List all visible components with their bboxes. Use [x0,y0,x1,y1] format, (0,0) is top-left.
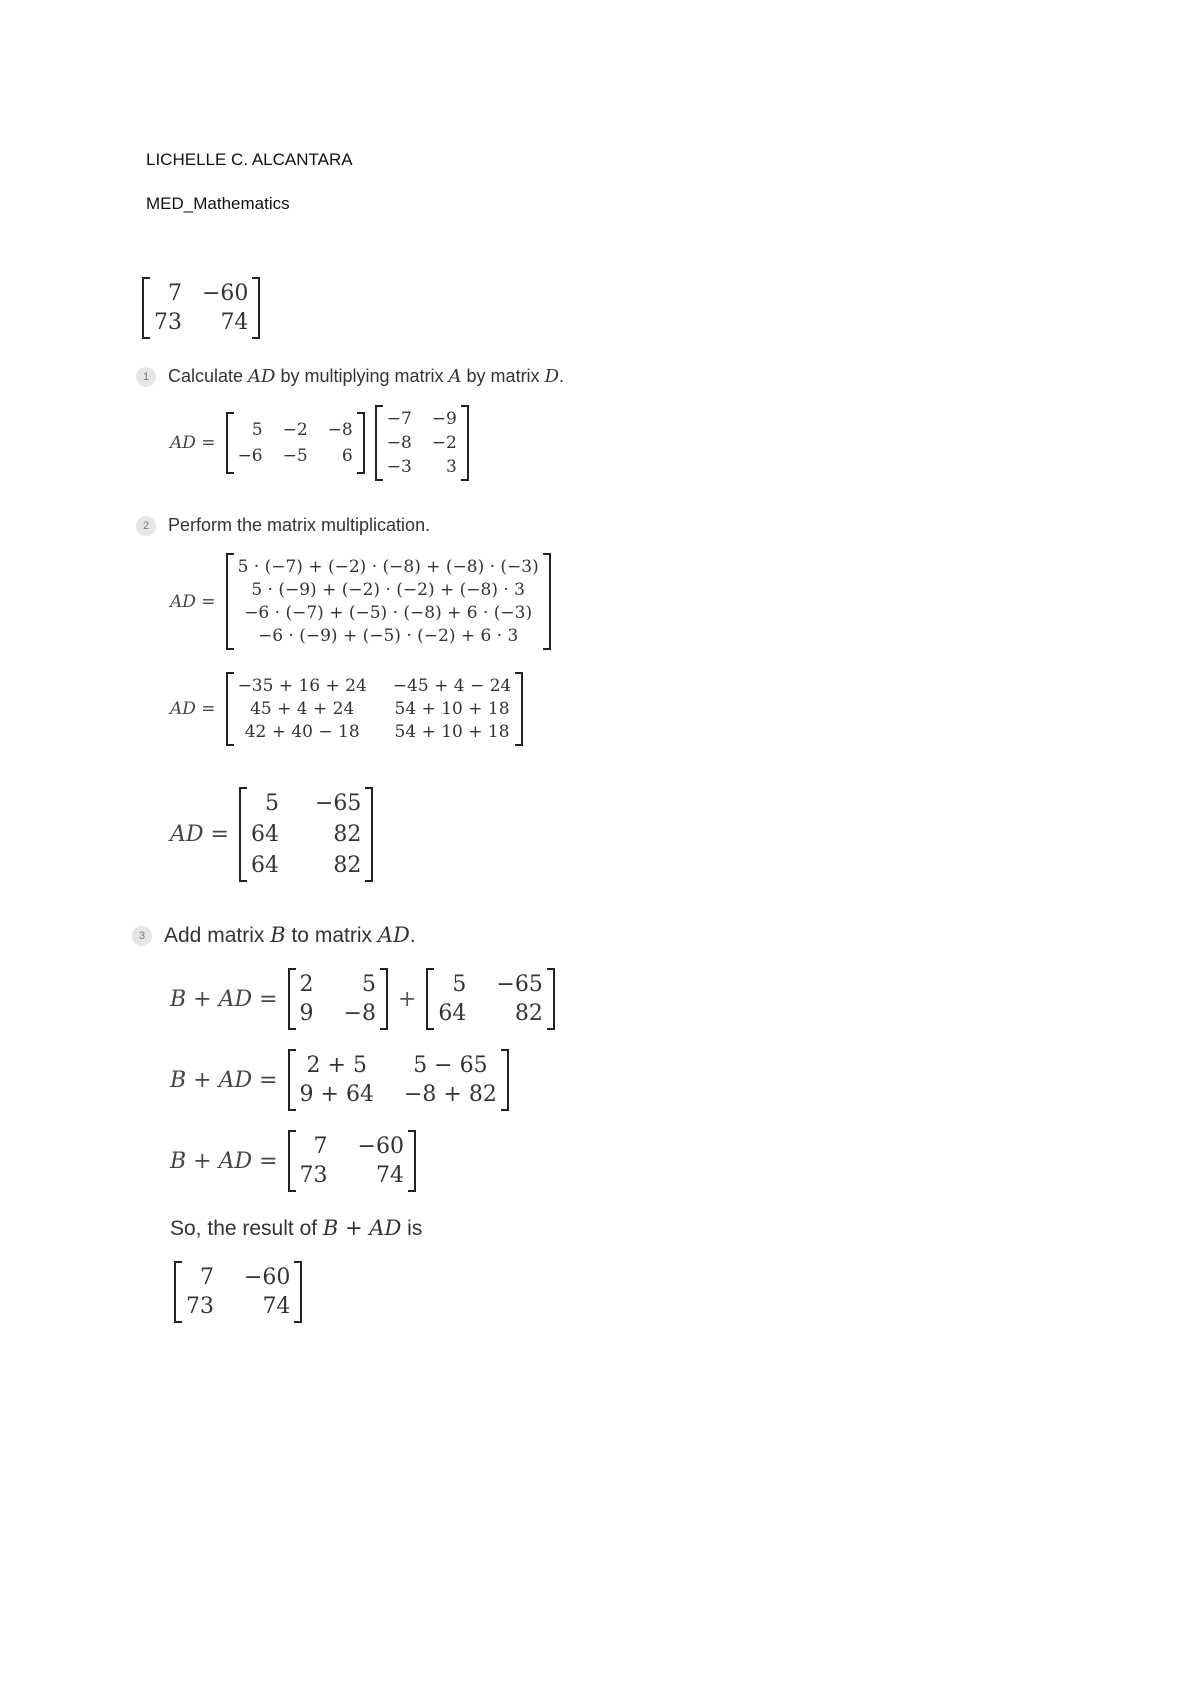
matrix-cell: −60 [244,1265,291,1290]
matrix-cell: 5 [361,972,376,997]
step-1-badge: 1 [136,367,156,387]
step-3-sym-b: B [270,923,286,947]
matrix-cell: −7 [386,409,412,429]
step-1-text-d: . [559,366,565,386]
step-1-sym-ad: AD [248,366,276,387]
course-label: MED_Mathematics [146,194,290,213]
step-1-lhs: AD = [170,433,216,453]
matrix-step2-m2 [234,672,516,746]
matrix-cell: 73 [299,1163,328,1188]
step-3-text-b: to matrix [285,924,378,947]
matrix-cell: −3 [386,457,412,477]
conclusion-text-a: So, the result of [170,1217,323,1240]
matrix-cell: 74 [220,310,249,335]
final-result-matrix [174,1261,302,1329]
step-1-sym-a: A [448,366,462,387]
step-3-sym-ad: AD [377,923,410,947]
conclusion-text-b: is [401,1217,423,1240]
matrix-cell: 7 [313,1134,328,1159]
step-3-text [164,923,416,948]
matrix-cell: 74 [262,1294,291,1319]
top-result-matrix [142,277,260,344]
step-2-lhs-2: AD = [170,699,216,719]
matrix-row-expression: −6 · (−9) + (−5) · (−2) + 6 · 3 [257,626,519,646]
step-1-text-c: by matrix [461,366,545,386]
conclusion [170,1216,422,1241]
matrix-cell: 64 [250,822,279,847]
matrix-cell: −45 + 4 − 24 [392,676,512,696]
matrix-cell: −5 [282,446,308,466]
matrix-step2-m3 [247,787,365,882]
matrix-cell: 73 [186,1294,214,1319]
matrix-cell: −8 [343,1001,376,1026]
step-3-badge: 3 [132,926,152,946]
step-1-heading [136,366,564,387]
matrix-cell: 73 [154,310,182,335]
step-3-equation-2 [170,1049,509,1111]
matrix-cell: −60 [357,1134,404,1159]
matrix-cell: 5 [452,972,467,997]
matrix-cell: 82 [514,1001,543,1026]
step-3-text-c: . [409,924,416,947]
step-3-lhs-1: B + AD = [170,986,278,1012]
student-name: LICHELLE C. ALCANTARA [146,150,353,169]
matrix-cell: 7 [200,1265,214,1290]
matrix-step1-D [383,405,461,481]
matrix-cell: 3 [446,457,457,477]
step-2-lhs-3: AD = [170,822,229,847]
matrix-cell: 45 + 4 + 24 [250,699,355,719]
matrix-step3-final [182,1261,294,1323]
matrix-cell: −8 [386,433,412,453]
matrix-cell: 9 + 64 [299,1082,374,1107]
matrix-cell: 64 [438,1001,467,1026]
step-1-text-a: Calculate [168,366,249,386]
matrix-cell: 5 − 65 [413,1053,488,1078]
matrix-step3-B [296,968,380,1030]
matrix-cell: 5 [251,420,263,440]
step-3-equation-1 [170,968,555,1030]
step-2-badge: 2 [136,516,156,536]
matrix-cell: −65 [314,791,362,816]
plus-sign: + [397,986,417,1012]
matrix-step1-A [234,412,357,474]
matrix-cell: −2 [431,433,457,453]
matrix-step3-AD [434,968,546,1030]
step-3-equation-3 [170,1130,416,1192]
matrix-cell: 82 [333,853,362,878]
matrix-cell: −65 [496,972,543,997]
matrix-cell: 6 [341,446,353,466]
matrix-cell: −2 [282,420,308,440]
step-1-sym-d: D [544,366,559,387]
step-1-text-b: by multiplying matrix [275,366,449,386]
matrix-cell: 2 [299,972,314,997]
step-1-text [168,366,564,387]
matrix-cell: −35 + 16 + 24 [237,676,367,696]
matrix-cell: 5 [264,791,279,816]
matrix-step3-sum [296,1049,501,1111]
step-2-equation-1 [170,553,551,650]
matrix-row-expression: 5 · (−7) + (−2) · (−8) + (−8) · (−3) [237,557,539,577]
step-2-equation-3 [170,787,373,882]
matrix-step3-res [296,1130,408,1192]
step-3-heading [132,923,416,948]
matrix-cell: −9 [431,409,457,429]
matrix-cell: 7 [168,281,182,306]
matrix-cell: 54 + 10 + 18 [394,699,510,719]
matrix-cell: 2 + 5 [306,1053,367,1078]
matrix-row-expression: 5 · (−9) + (−2) · (−2) + (−8) · 3 [251,580,525,600]
matrix-cell: −8 [327,420,353,440]
matrix-cell: 82 [333,822,362,847]
step-3-lhs-2: B + AD = [170,1067,278,1093]
step-1-equation [170,405,469,481]
step-2-equation-2 [170,672,523,746]
step-2-text: Perform the matrix multiplication. [168,515,431,535]
matrix-cell: 74 [375,1163,404,1188]
matrix-cell: −8 + 82 [403,1082,497,1107]
matrix-row-expression: −6 · (−7) + (−5) · (−8) + 6 · (−3) [244,603,533,623]
matrix-cell: −6 [237,446,263,466]
matrix-step2-rows1 [234,553,543,650]
step-2-heading [136,515,430,536]
matrix-cell: 64 [250,853,279,878]
conclusion-sym: B + AD [322,1216,402,1240]
matrix-cell: −60 [202,281,249,306]
matrix-cell: 54 + 10 + 18 [394,722,510,742]
matrix-cell: 42 + 40 − 18 [244,722,360,742]
step-2-lhs-1: AD = [170,591,216,612]
step-3-lhs-3: B + AD = [170,1148,278,1174]
matrix-cell: 9 [299,1001,314,1026]
step-3-text-a: Add matrix [164,924,271,947]
matrix-top_result [150,277,252,339]
